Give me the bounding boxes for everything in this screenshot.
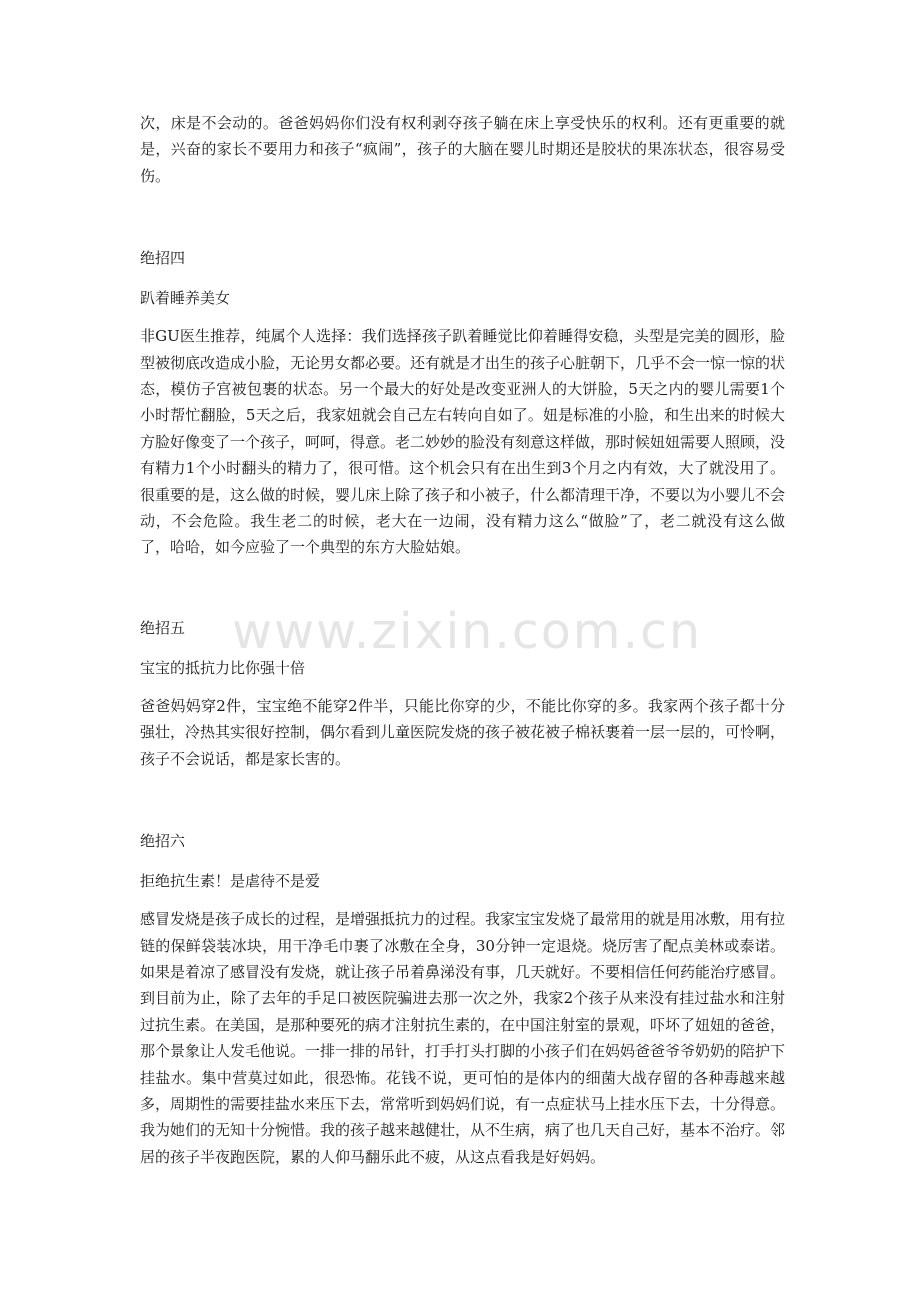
section-title: 趴着睡养美女 <box>140 289 231 308</box>
watermark: www.zixin.com.cn <box>232 603 703 660</box>
section-body: 感冒发烧是孩子成长的过程，是增强抵抗力的过程。我家宝宝发烧了最常用的就是用冰敷，用有拉链的保鲜袋装冰块，用干净毛巾裹了冰敷在全身，30分钟一定退烧。烧厉害了配点美林或泰诺。如果是着凉了感冒没有发烧，就让孩子吊着鼻涕没有事，几天就好。不要相信任何药能治疗感冒。到目前为止，除了去年的手足口被医院骗进去那一次之外，我家2个孩子从来没有挂过盐水和注射过抗生素。在美国，是那种要死的病才注射抗生素的，在中国注射室的景观，吓坏了妞妞的爸爸，那个景象让人发毛他说。一排一排的吊针，打手打头打脚的小孩子们在妈妈爸爸爷爷奶奶的陪护下挂盐水。集中营莫过如此，很恐怖。花钱不说，更可怕的是体内的细菌大战存留的各种毒越来越多，周期性的需要挂盐水来压下去，常常听到妈妈们说，有一点症状马上挂水压下去，十分得意。我为她们的无知十分惋惜。我的孩子越来越健壮，从不生病，病了也几天自己好，基本不治疗。邻居的孩子半夜跑医院，累的人仰马翻乐此不疲，从这点看我是好妈妈。 <box>140 910 786 1166</box>
section-label: 绝招六 <box>140 832 186 851</box>
section-body: 非GU医生推荐，纯属个人选择：我们选择孩子趴着睡觉比仰着睡得安稳，头型是完美的圆形，脸型被彻底改造成小脸，无论男女都必要。还有就是才出生的孩子心脏朝下，几乎不会一惊一惊的状态，模仿子宫被包裹的状态。另一个最大的好处是改变亚洲人的大饼脸，5天之内的婴儿需要1个小时帮忙翻脸，5天之后，我家妞就会自己左右转向自如了。妞是标准的小脸，和生出来的时候大方脸好像变了一个孩子，呵呵，得意。老二妙妙的脸没有刻意这样做，那时候妞妞需要人照顾，没有精力1个小时翻头的精力了，很可惜。这个机会只有在出生到3个月之内有效，大了就没用了。很重要的是，这么做的时候，婴儿床上除了孩子和小被子，什么都清理干净，不要以为小婴儿不会动，不会危险。我生老二的时候，老大在一边闹，没有精力这么“做脸”了，老二就没有这么做了，哈哈，如今应验了一个典型的东方大脸姑娘。 <box>140 327 786 557</box>
section-title: 拒绝抗生素！是虐待不是爱 <box>140 872 321 891</box>
document-page <box>140 110 785 1170</box>
section-title: 宝宝的抵抗力比你强十倍 <box>140 658 306 677</box>
section-label: 绝招五 <box>140 618 186 637</box>
section-body: 爸爸妈妈穿2件，宝宝绝不能穿2件半，只能比你穿的少，不能比你穿的多。我家两个孩子都十分强壮，冷热其实很好控制，偶尔看到儿童医院发烧的孩子被花被子棉袄裹着一层一层的，可怜啊，孩子不会说话，都是家长害的。 <box>140 696 786 768</box>
continuation-paragraph: 次，床是不会动的。爸爸妈妈你们没有权利剥夺孩子躺在床上享受快乐的权利。还有更重要的就是，兴奋的家长不要用力和孩子“疯闹”，孩子的大脑在婴儿时期还是胶状的果冻状态，很容易受伤。 <box>140 114 785 185</box>
section-label: 绝招四 <box>140 249 186 268</box>
